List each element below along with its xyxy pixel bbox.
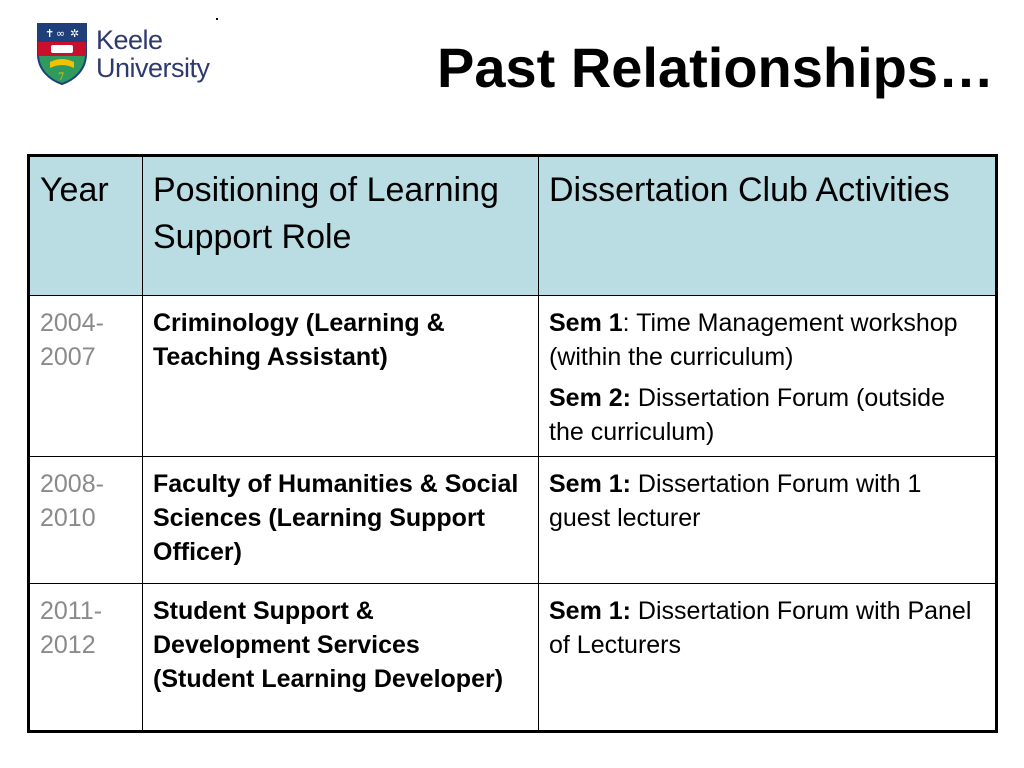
- logo-line-university: University: [96, 53, 210, 83]
- stray-dot: [216, 18, 218, 20]
- keele-logo: [36, 22, 226, 92]
- header-year: Year: [29, 156, 143, 296]
- activity-text: Dissertation Forum with 1 guest lecturer: [549, 470, 922, 532]
- table-row: [29, 457, 997, 584]
- svg-text:∞: ∞: [56, 27, 66, 40]
- activity-item: [549, 381, 985, 449]
- activity-text: Dissertation Forum with Panel of Lecturers: [549, 597, 972, 659]
- table-header-row: [29, 156, 997, 296]
- logo-line-keele: Keele: [96, 25, 163, 55]
- activity-item: [549, 306, 985, 374]
- svg-text:✲: ✲: [70, 27, 80, 40]
- row-activities: [539, 457, 997, 584]
- svg-text:✝: ✝: [45, 27, 55, 40]
- svg-text:7: 7: [58, 72, 65, 83]
- relationships-table: [27, 154, 998, 733]
- activity-sem: Sem 1:: [549, 470, 631, 498]
- row-activities: [539, 296, 997, 457]
- row-role: Faculty of Humanities & Social Sciences (Learning Support Officer): [143, 457, 539, 584]
- slide-title: Past Relationships…: [436, 36, 994, 99]
- table-row: [29, 296, 997, 457]
- keele-shield-icon: [36, 22, 88, 86]
- header-activities: Dissertation Club Activities: [539, 156, 997, 296]
- row-role: Criminology (Learning & Teaching Assistant): [143, 296, 539, 457]
- row-year: 2008-2010: [29, 457, 143, 584]
- header-positioning: Positioning of Learning Support Role: [143, 156, 539, 296]
- activity-sem: Sem 1: [549, 309, 623, 337]
- activity-item: [549, 467, 985, 535]
- activity-sem: Sem 1:: [549, 597, 631, 625]
- activity-item: [549, 594, 985, 662]
- row-year: 2011-2012: [29, 584, 143, 732]
- table-row: [29, 584, 997, 732]
- row-role: Student Support & Development Services (Student Learning Developer): [143, 584, 539, 732]
- activity-text: Dissertation Forum (outside the curriculum): [549, 384, 945, 446]
- row-activities: [539, 584, 997, 732]
- activity-sem: Sem 2:: [549, 384, 631, 412]
- row-year: 2004-2007: [29, 296, 143, 457]
- activity-text: : Time Management workshop (within the curriculum): [549, 309, 958, 371]
